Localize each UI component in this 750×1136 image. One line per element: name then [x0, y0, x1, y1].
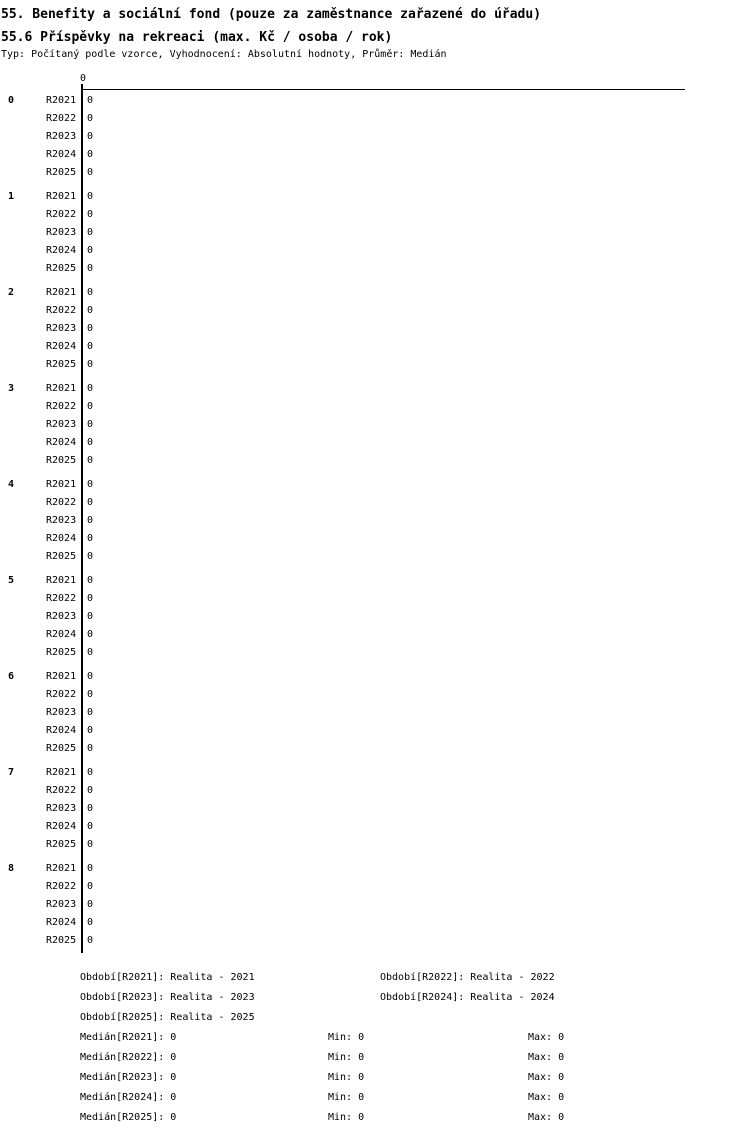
series-row-label: R2021	[46, 767, 77, 778]
series-row-label: R2022	[46, 305, 77, 316]
min-stat: Min: 0	[328, 1112, 365, 1123]
bar-value-label: 0	[87, 263, 94, 274]
bar-value-label: 0	[87, 899, 94, 910]
bar-value-label: 0	[87, 647, 94, 658]
bar-value-label: 0	[87, 227, 94, 238]
series-row-label: R2021	[46, 383, 77, 394]
series-row-label: R2022	[46, 593, 77, 604]
series-row-label: R2023	[46, 803, 77, 814]
legend-item: Období[R2025]: Realita - 2025	[80, 1012, 255, 1023]
series-row-label: R2023	[46, 899, 77, 910]
bar-value-label: 0	[87, 575, 94, 586]
min-stat: Min: 0	[328, 1052, 365, 1063]
bar-value-label: 0	[87, 383, 94, 394]
legend-item: Období[R2024]: Realita - 2024	[380, 992, 555, 1003]
category-label: 2	[8, 287, 15, 298]
bar-value-label: 0	[87, 95, 94, 106]
median-stat: Medián[R2025]: 0	[80, 1112, 177, 1123]
bar-value-label: 0	[87, 551, 94, 562]
series-row-label: R2024	[46, 725, 77, 736]
y-axis-line	[81, 84, 83, 953]
chart-meta-line: Typ: Počítaný podle vzorce, Vyhodnocení: Absolutní hodnoty, Průměr: Medián	[1, 49, 447, 60]
median-stat: Medián[R2023]: 0	[80, 1072, 177, 1083]
bar-value-label: 0	[87, 455, 94, 466]
bar-value-label: 0	[87, 341, 94, 352]
category-label: 6	[8, 671, 15, 682]
series-row-label: R2024	[46, 149, 77, 160]
bar-value-label: 0	[87, 671, 94, 682]
series-row-label: R2025	[46, 167, 77, 178]
series-row-label: R2024	[46, 629, 77, 640]
category-label: 3	[8, 383, 15, 394]
series-row-label: R2021	[46, 863, 77, 874]
series-row-label: R2021	[46, 575, 77, 586]
category-label: 1	[8, 191, 15, 202]
bar-value-label: 0	[87, 113, 94, 124]
bar-value-label: 0	[87, 209, 94, 220]
series-row-label: R2023	[46, 515, 77, 526]
median-stat: Medián[R2024]: 0	[80, 1092, 177, 1103]
legend-item: Období[R2022]: Realita - 2022	[380, 972, 555, 983]
category-label: 8	[8, 863, 15, 874]
page-subtitle: 55.6 Příspěvky na rekreaci (max. Kč / osoba / rok)	[1, 30, 393, 45]
max-stat: Max: 0	[528, 1072, 565, 1083]
series-row-label: R2022	[46, 113, 77, 124]
series-row-label: R2021	[46, 191, 77, 202]
x-axis-line	[81, 89, 685, 90]
bar-value-label: 0	[87, 785, 94, 796]
bar-value-label: 0	[87, 629, 94, 640]
median-stat: Medián[R2021]: 0	[80, 1032, 177, 1043]
series-row-label: R2023	[46, 323, 77, 334]
bar-value-label: 0	[87, 401, 94, 412]
series-row-label: R2025	[46, 551, 77, 562]
series-row-label: R2025	[46, 647, 77, 658]
bar-value-label: 0	[87, 689, 94, 700]
legend-item: Období[R2023]: Realita - 2023	[80, 992, 255, 1003]
bar-value-label: 0	[87, 167, 94, 178]
category-label: 7	[8, 767, 15, 778]
series-row-label: R2024	[46, 245, 77, 256]
bar-value-label: 0	[87, 593, 94, 604]
bar-value-label: 0	[87, 725, 94, 736]
series-row-label: R2022	[46, 785, 77, 796]
series-row-label: R2025	[46, 455, 77, 466]
bar-value-label: 0	[87, 245, 94, 256]
series-row-label: R2023	[46, 707, 77, 718]
series-row-label: R2025	[46, 743, 77, 754]
bar-value-label: 0	[87, 743, 94, 754]
series-row-label: R2024	[46, 821, 77, 832]
bar-value-label: 0	[87, 515, 94, 526]
bar-value-label: 0	[87, 131, 94, 142]
series-row-label: R2022	[46, 881, 77, 892]
series-row-label: R2023	[46, 227, 77, 238]
bar-value-label: 0	[87, 611, 94, 622]
bar-value-label: 0	[87, 305, 94, 316]
bar-value-label: 0	[87, 707, 94, 718]
min-stat: Min: 0	[328, 1072, 365, 1083]
series-row-label: R2022	[46, 497, 77, 508]
x-axis-tick-label: 0	[79, 73, 87, 84]
series-row-label: R2022	[46, 209, 77, 220]
bar-value-label: 0	[87, 821, 94, 832]
series-row-label: R2024	[46, 437, 77, 448]
max-stat: Max: 0	[528, 1112, 565, 1123]
bar-value-label: 0	[87, 419, 94, 430]
bar-value-label: 0	[87, 323, 94, 334]
series-row-label: R2025	[46, 359, 77, 370]
series-row-label: R2024	[46, 533, 77, 544]
series-row-label: R2025	[46, 935, 77, 946]
bar-value-label: 0	[87, 191, 94, 202]
series-row-label: R2021	[46, 479, 77, 490]
bar-value-label: 0	[87, 767, 94, 778]
series-row-label: R2025	[46, 263, 77, 274]
series-row-label: R2025	[46, 839, 77, 850]
bar-value-label: 0	[87, 917, 94, 928]
bar-value-label: 0	[87, 881, 94, 892]
series-row-label: R2023	[46, 419, 77, 430]
page-title: 55. Benefity a sociální fond (pouze za zaměstnance zařazené do úřadu)	[1, 7, 542, 22]
bar-value-label: 0	[87, 149, 94, 160]
bar-value-label: 0	[87, 359, 94, 370]
median-stat: Medián[R2022]: 0	[80, 1052, 177, 1063]
bar-value-label: 0	[87, 437, 94, 448]
bar-value-label: 0	[87, 533, 94, 544]
category-label: 0	[8, 95, 15, 106]
series-row-label: R2024	[46, 917, 77, 928]
bar-value-label: 0	[87, 839, 94, 850]
bar-value-label: 0	[87, 935, 94, 946]
min-stat: Min: 0	[328, 1032, 365, 1043]
category-label: 4	[8, 479, 15, 490]
legend-item: Období[R2021]: Realita - 2021	[80, 972, 255, 983]
bar-value-label: 0	[87, 479, 94, 490]
series-row-label: R2024	[46, 341, 77, 352]
category-label: 5	[8, 575, 15, 586]
series-row-label: R2022	[46, 689, 77, 700]
max-stat: Max: 0	[528, 1052, 565, 1063]
bar-value-label: 0	[87, 287, 94, 298]
min-stat: Min: 0	[328, 1092, 365, 1103]
series-row-label: R2023	[46, 611, 77, 622]
bar-value-label: 0	[87, 497, 94, 508]
series-row-label: R2021	[46, 671, 77, 682]
max-stat: Max: 0	[528, 1092, 565, 1103]
bar-value-label: 0	[87, 803, 94, 814]
series-row-label: R2021	[46, 287, 77, 298]
series-row-label: R2023	[46, 131, 77, 142]
max-stat: Max: 0	[528, 1032, 565, 1043]
bar-value-label: 0	[87, 863, 94, 874]
series-row-label: R2021	[46, 95, 77, 106]
series-row-label: R2022	[46, 401, 77, 412]
